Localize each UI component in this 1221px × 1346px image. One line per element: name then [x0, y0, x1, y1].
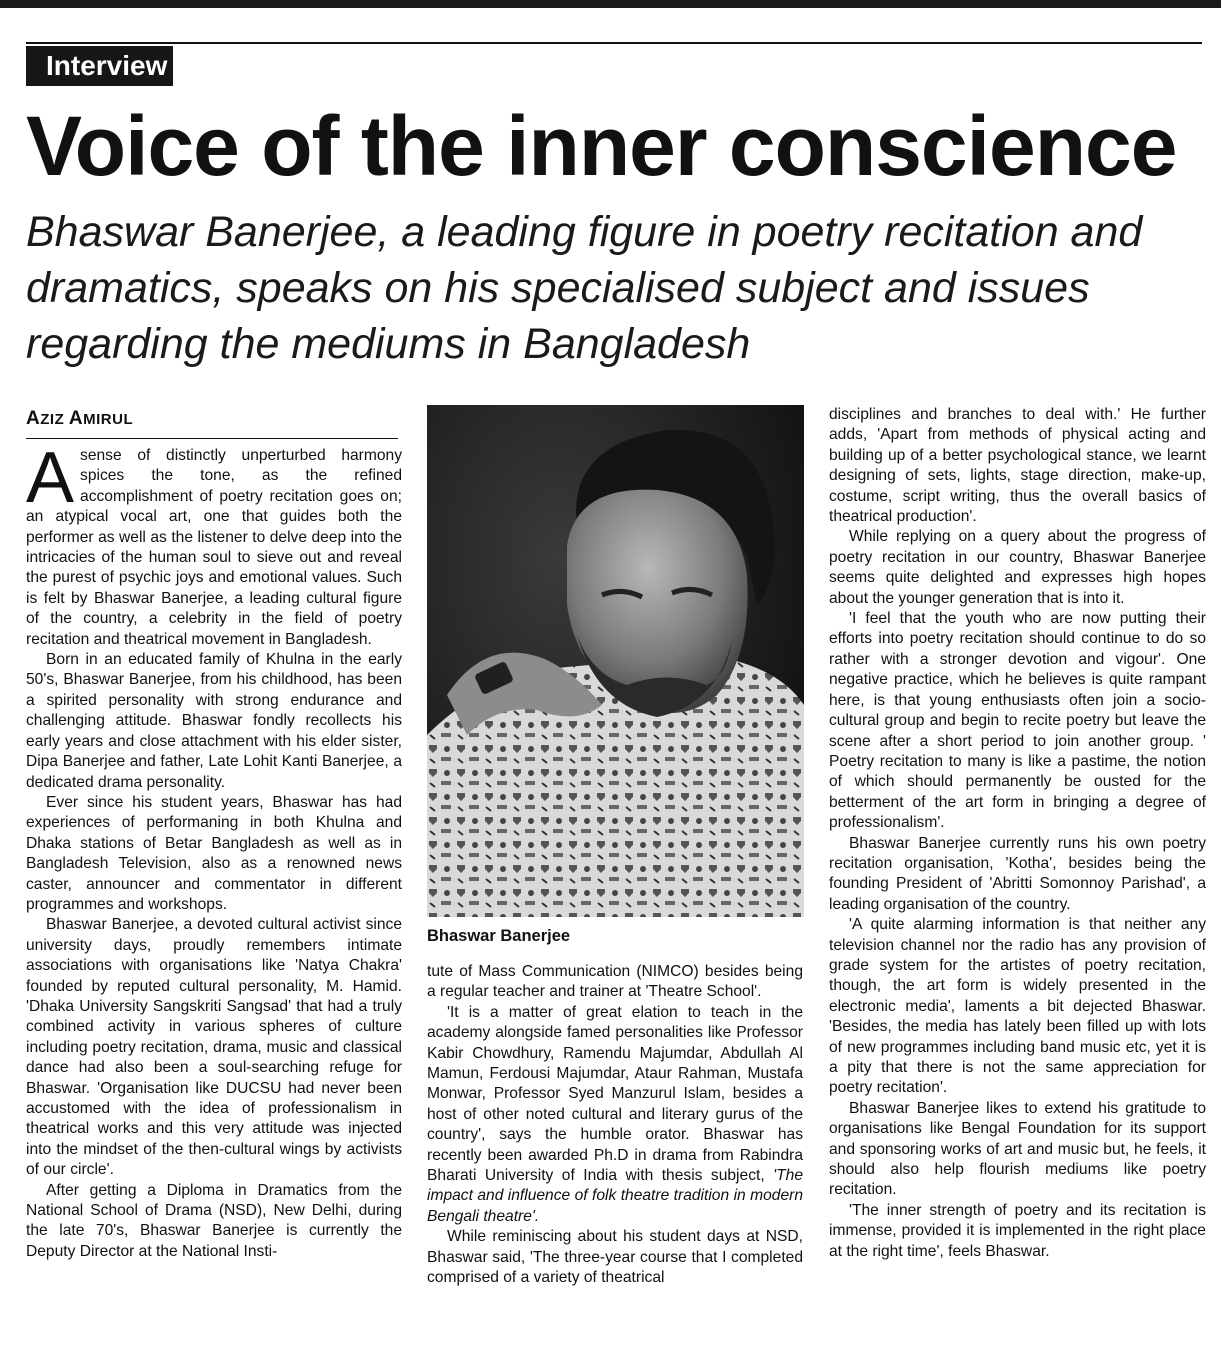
- section-label: Interview: [26, 46, 173, 86]
- header-rule: [26, 42, 1202, 44]
- paragraph-text: 'It is a matter of great elation to teach in the academy alongside famed personalities like Professor Kabir Chowdhury, Ramendu Majumdar, Abdullah Al Mamun, Ferdousi Majumdar, Ataur Rahman, Mustafa Monwar, Professor Syed Manzurul Islam, besides a host of other noted cultural and literary gurus of the country', says the humble orator. Bhaswar has recently been awarded Ph.D in drama from Rabindra Bharati University of India with thesis subject,: [427, 1003, 803, 1185]
- paragraph: 'The inner strength of poetry and its recitation is immense, provided it is implemented in the right place at the right time', feels Bhaswar.: [829, 1201, 1206, 1260]
- paragraph: After getting a Diploma in Dramatics from the National School of Drama (NSD), New Delhi, during the late 70's, Bhaswar Banerjee is currently the Deputy Director at the National Insti-: [26, 1181, 402, 1260]
- paragraph: [427, 1003, 803, 1227]
- thesis-title: 'The impact and influence of folk theatre tradition in modern Bengali theatre'.: [427, 1167, 803, 1225]
- paragraph: 'I feel that the youth who are now putting their efforts into poetry recitation should continue to do so rather with a stronger devotion and vigour'. One negative practice, which he believes is quite rampant here, is that young enthusiasts often join a socio-cultural group and begin to recite poetry but leave the scene after a short period to join another group. ' Poetry recitation to many is like a pastime, the notion of which should permanently be ousted for the betterment of the art form in bringing a degree of professionalism'.: [829, 610, 1206, 832]
- byline-first-rest: ZIZ: [40, 411, 65, 428]
- paragraph: Bhaswar Banerjee currently runs his own poetry recitation organisation, 'Kotha', besides being the founding President of 'Abritti Somonnoy Parishad', a leading organisation of the country.: [829, 834, 1206, 913]
- portrait-illustration: [427, 405, 804, 917]
- byline-first-initial: A: [26, 408, 41, 429]
- paragraph: tute of Mass Communication (NIMCO) besides being a regular teacher and trainer at 'Theatre School'.: [427, 963, 803, 1001]
- paragraph: Bhaswar Banerjee, a devoted cultural activist since university days, proudly remembers intimate associations with organisations like 'Natya Chakra' founded by reputed cultural personality, M. Hamid. 'Dhaka University Sangskriti Sangsad' that had a truly combined activity in various spheres of culture including poetry recitation, drama, music and classical dance had also been a soul-searching refuge for Bhaswar. 'Organisation like DUCSU had never been accustomed with the idea of professionalism in theatrical works and this very attitude was injected into the mindset of the then-cultural wings by activists of our circle'.: [26, 916, 402, 1179]
- deck-subheadline: Bhaswar Banerjee, a leading figure in poetry recitation and dramatics, speaks on his specialised subject and issues regarding the mediums in Bangladesh: [26, 208, 1143, 368]
- paragraph: Ever since his student years, Bhaswar has had experiences of performaning in both Khulna and Dhaka stations of Betar Bangladesh as well as in Bangladesh Television, also as a renowned news caster, announcer and commentator in different programmes and workshops.: [26, 793, 402, 913]
- paragraph: Born in an educated family of Khulna in the early 50's, Bhaswar Banerjee, from his childhood, has been a spirited personality with strong endurance and challenging attitude. Bhaswar fondly recollects his early years and close attachment with his elder sister, Dipa Banerjee and father, Late Lohit Kanti Banerjee, a dedicated drama personality.: [26, 651, 402, 791]
- article-column-3: [829, 405, 1206, 1262]
- byline: [26, 408, 398, 439]
- article-column-2: [427, 962, 803, 1289]
- headline: Voice of the inner conscience: [26, 99, 1177, 193]
- paragraph: While replying on a query about the progress of poetry recitation in our country, Bhaswar Banerjee seems quite delighted and expresses high hopes about the younger generation that is into it.: [829, 528, 1206, 607]
- paragraph: 'A quite alarming information is that neither any television channel nor the radio has any provision of grade system for the artistes of poetry recitation, though, the art form is widely presented in the electronic media', laments a bit dejected Bhaswar. 'Besides, the media has lately been filled up with lots of new programmes including band music etc, yet it is a pity that there is not the same appreciation for poetry recitation'.: [829, 916, 1206, 1097]
- article-column-1: [26, 438, 402, 1262]
- byline-last-rest: MIRUL: [83, 411, 134, 428]
- paragraph: [26, 438, 402, 650]
- photo-caption: Bhaswar Banerjee: [427, 927, 571, 945]
- paragraph: Bhaswar Banerjee likes to extend his gratitude to organisations like Bengal Foundation for its support and sponsoring works of art and music but, he feels, it should also help flourish mediums like poetry recitation.: [829, 1099, 1206, 1199]
- drop-cap: A: [26, 438, 75, 518]
- portrait-photo: [427, 405, 804, 917]
- byline-last-initial: A: [68, 408, 84, 429]
- paragraph: disciplines and branches to deal with.' He further adds, 'Apart from methods of physical acting and building up of a better psychological stance, we learnt designing of sets, lights, stage direction, make-up, costume, script writing, thus the overall basics of theatrical production'.: [829, 406, 1206, 526]
- paragraph: While reminiscing about his student days at NSD, Bhaswar said, 'The three-year course that I completed comprised of a variety of theatrical: [427, 1228, 803, 1287]
- paragraph-text: sense of distinctly unperturbed harmony spices the tone, as the refined accomplishment of poetry recitation goes on; an atypical vocal art, one that guides both the performer as well as the listener to delve deep into the intricacies of the human soul to sieve out and reveal the purest of psychic joys and emotional values. Such is felt by Bhaswar Banerjee, a leading cultural figure of the country, a celebrity in the field of poetry recitation and theatrical movement in Bangladesh.: [26, 447, 402, 648]
- top-border: [0, 0, 1221, 8]
